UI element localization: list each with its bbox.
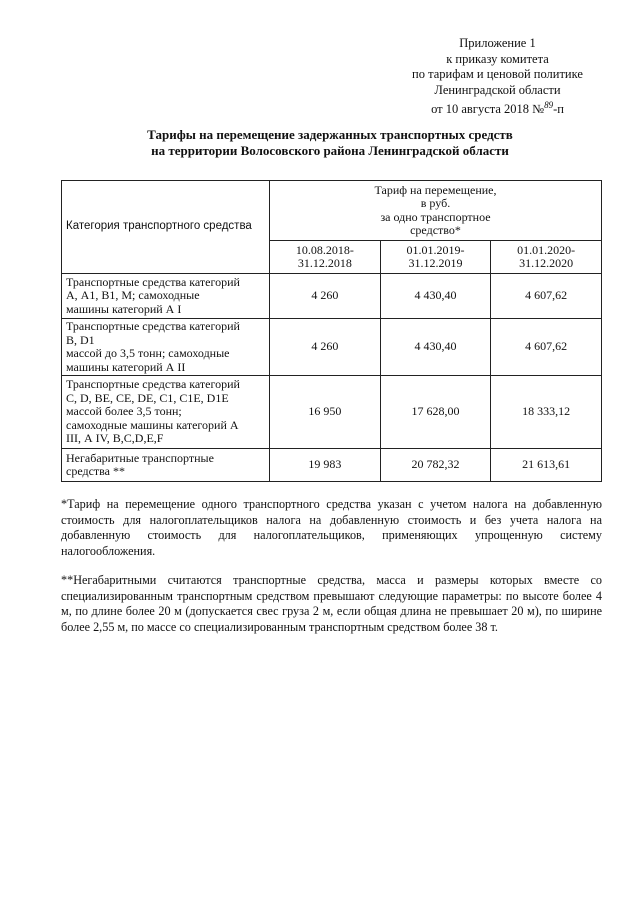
tariff-value-cell: 4 607,62 — [491, 319, 602, 376]
tariff-header-line: средство* — [410, 223, 461, 238]
period-to: 31.12.2019 — [408, 256, 463, 271]
category-line: Транспортные средства категорий — [66, 377, 240, 392]
tariff-value-cell: 4 430,40 — [380, 274, 491, 319]
appendix-line-1: Приложение 1 — [459, 36, 536, 50]
tariff-value-cell: 20 782,32 — [380, 449, 491, 482]
category-line: массой более 3,5 тонн; — [66, 404, 182, 419]
table-header-row — [62, 181, 602, 241]
tariff-header-line: Тариф на перемещение, — [374, 182, 497, 197]
table-row — [62, 319, 602, 376]
tariff-value-cell: 21 613,61 — [491, 449, 602, 482]
appendix-line-5 — [390, 98, 605, 118]
category-line: В, D1 — [66, 332, 95, 347]
document-title — [60, 127, 600, 159]
category-line: Транспортные средства категорий — [66, 274, 240, 289]
tariff-header-line: за одно транспортное — [380, 209, 491, 224]
tariff-value-cell: 16 950 — [270, 376, 381, 449]
appendix-line-2: к приказу комитета — [446, 51, 549, 66]
category-line: машины категорий А II — [66, 359, 186, 374]
category-line: Негабаритные транспортные — [66, 450, 214, 465]
category-cell — [62, 449, 270, 482]
category-cell — [62, 376, 270, 449]
category-line: машины категорий А I — [66, 301, 182, 316]
category-line: средства ** — [66, 464, 126, 478]
tariff-value-cell: 4 260 — [270, 319, 381, 376]
appendix-line-4: Ленинградской области — [434, 82, 561, 97]
tariff-value-cell: 17 628,00 — [380, 376, 491, 449]
order-date: от 10 августа 2018 № — [431, 102, 545, 117]
period-from: 01.01.2020- — [517, 242, 576, 257]
period-to: 31.12.2020 — [519, 256, 574, 271]
category-line: самоходные машины категорий А — [66, 417, 239, 432]
category-line: С, D, ВЕ, СЕ, DE, С1, С1Е, D1E — [66, 390, 229, 405]
order-suffix: -п — [553, 102, 564, 117]
appendix-line-3: по тарифам и ценовой политике — [412, 67, 583, 81]
tariff-header-line: в руб. — [420, 196, 451, 211]
category-line: Транспортные средства категорий — [66, 319, 240, 333]
category-line: массой до 3,5 тонн; самоходные — [66, 346, 230, 360]
category-line: III, А IV, В,С,D,Е,F — [66, 431, 164, 446]
category-column-header: Категория транспортного средства — [62, 181, 270, 274]
period-from: 01.01.2019- — [406, 242, 465, 257]
footnote-vat: *Тариф на перемещение одного транспортного средства указан с учетом налога на добавленную стоимость для налогоплательщиков налога на добавленную стоимость и без учета налога на добавленную стоимость для налогоплательщиков, применяющих упрощенную систему налогообложения. — [61, 497, 602, 558]
tariff-value-cell: 4 260 — [270, 274, 381, 319]
tariff-value-cell: 4 430,40 — [380, 319, 491, 376]
category-line: А, А1, В1, М; самоходные — [66, 288, 200, 303]
period-header — [380, 241, 491, 274]
period-to: 31.12.2018 — [297, 256, 352, 271]
category-cell — [62, 319, 270, 376]
table-row — [62, 274, 602, 319]
footnote-oversized: **Негабаритными считаются транспортные средства, масса и размеры которых вместе со специализированным транспортным средством превышают следующие параметры: по высоте более 4 м, по длине более 20 м (допускается свес груза 2 м, если общая длина не превышает 20 м), по ширине более 2,55 м, по массе со специализированным транспортным средством более 38 т. — [61, 573, 602, 634]
order-number-handwritten: 89 — [544, 100, 554, 110]
tariff-value-cell: 19 983 — [270, 449, 381, 482]
period-header — [270, 241, 381, 274]
period-from: 10.08.2018- — [295, 242, 354, 257]
period-header — [491, 241, 602, 274]
tariff-value-cell: 18 333,12 — [491, 376, 602, 449]
tariff-column-header — [270, 181, 602, 241]
table-row — [62, 376, 602, 449]
category-cell — [62, 274, 270, 319]
title-line-2: на территории Волосовского района Ленинградской области — [151, 143, 509, 158]
appendix-header — [390, 36, 605, 118]
tariff-value-cell: 4 607,62 — [491, 274, 602, 319]
tariff-table — [61, 180, 602, 482]
table-row — [62, 449, 602, 482]
title-line-1: Тарифы на перемещение задержанных транспортных средств — [147, 127, 513, 142]
